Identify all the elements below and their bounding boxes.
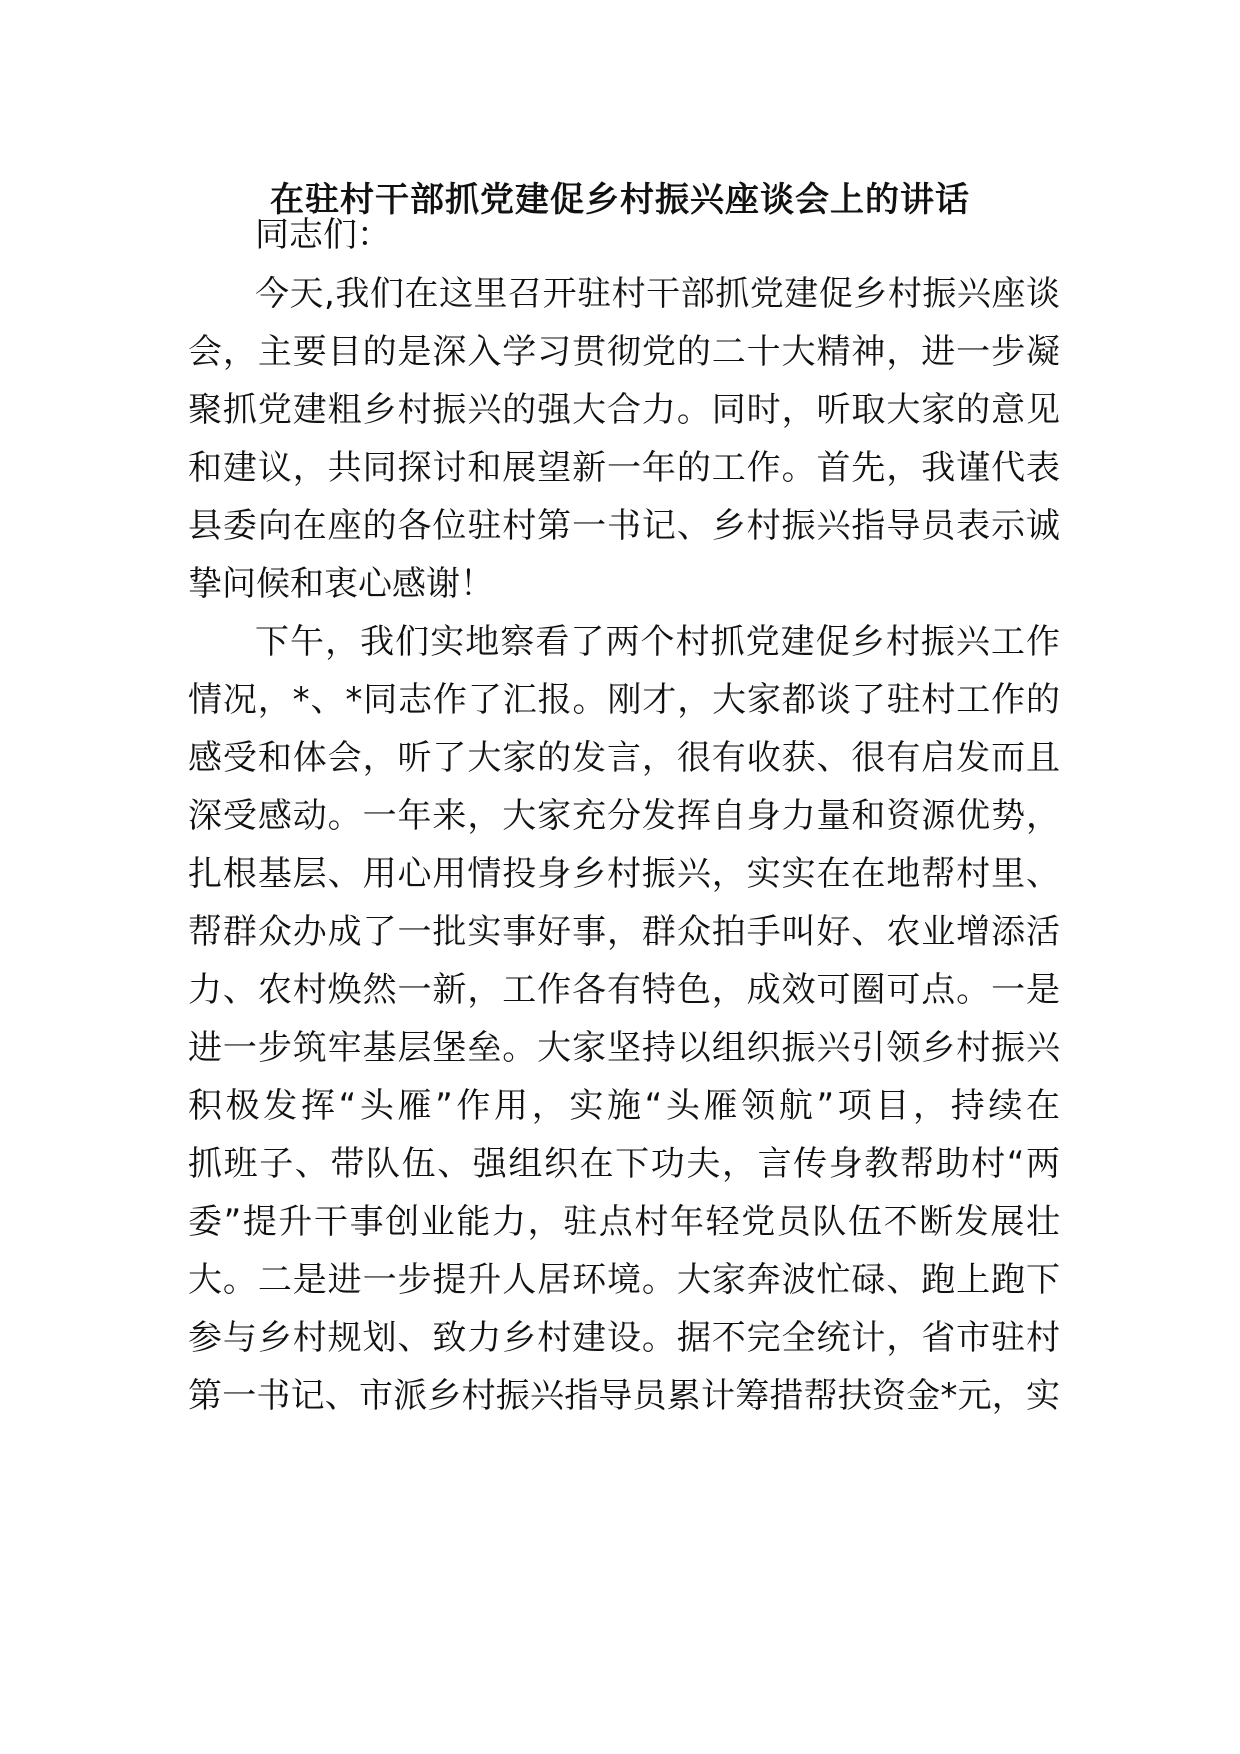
- paragraph-line: 抓班子、带队伍、强组织在下功夫，言传身教帮助村“两: [188, 1144, 1060, 1184]
- paragraph-line: 会，主要目的是深入学习贯彻党的二十大精神，进一步凝: [188, 332, 1060, 372]
- paragraph-line: 参与乡村规划、致力乡村建设。据不完全统计，省市驻村: [188, 1318, 1060, 1358]
- paragraph-line: 和建议，共同探讨和展望新一年的工作。首先，我谨代表: [188, 448, 1060, 488]
- paragraph-line: 力、农村焕然一新，工作各有特色，成效可圈可点。一是: [188, 970, 1060, 1010]
- paragraph-line: 聚抓党建粗乡村振兴的强大合力。同时，听取大家的意见: [188, 390, 1060, 430]
- greeting: 同志们：: [255, 215, 391, 255]
- paragraph-line: 深受感动。一年来，大家充分发挥自身力量和资源优势，: [188, 796, 1060, 836]
- paragraph-line: 挚问候和衷心感谢！: [188, 564, 494, 604]
- paragraph-line: 今天,我们在这里召开驻村干部抓党建促乡村振兴座谈: [255, 274, 1060, 314]
- paragraph-line: 下午，我们实地察看了两个村抓党建促乡村振兴工作: [255, 622, 1060, 662]
- paragraph-line: 帮群众办成了一批实事好事，群众拍手叫好、农业增添活: [188, 912, 1060, 952]
- paragraph-line: 进一步筑牢基层堡垒。大家坚持以组织振兴引领乡村振兴: [188, 1028, 1060, 1068]
- paragraph-line: 委”提升干事创业能力，驻点村年轻党员队伍不断发展壮: [188, 1202, 1060, 1242]
- paragraph-line: 县委向在座的各位驻村第一书记、乡村振兴指导员表示诚: [188, 506, 1060, 546]
- paragraph-line: 积极发挥“头雁”作用，实施“头雁领航”项目，持续在: [188, 1086, 1060, 1126]
- paragraph-line: 大。二是进一步提升人居环境。大家奔波忙碌、跑上跑下: [188, 1260, 1060, 1300]
- paragraph-line: 第一书记、市派乡村振兴指导员累计筹措帮扶资金*元，实: [188, 1376, 1060, 1416]
- paragraph-line: 感受和体会，听了大家的发言，很有收获、很有启发而且: [188, 738, 1060, 778]
- paragraph-line: 扎根基层、用心用情投身乡村振兴，实实在在地帮村里、: [188, 854, 1060, 894]
- document-title: 在驻村干部抓党建促乡村振兴座谈会上的讲话: [270, 180, 970, 220]
- paragraph-line: 情况，*、*同志作了汇报。刚才，大家都谈了驻村工作的: [188, 680, 1060, 720]
